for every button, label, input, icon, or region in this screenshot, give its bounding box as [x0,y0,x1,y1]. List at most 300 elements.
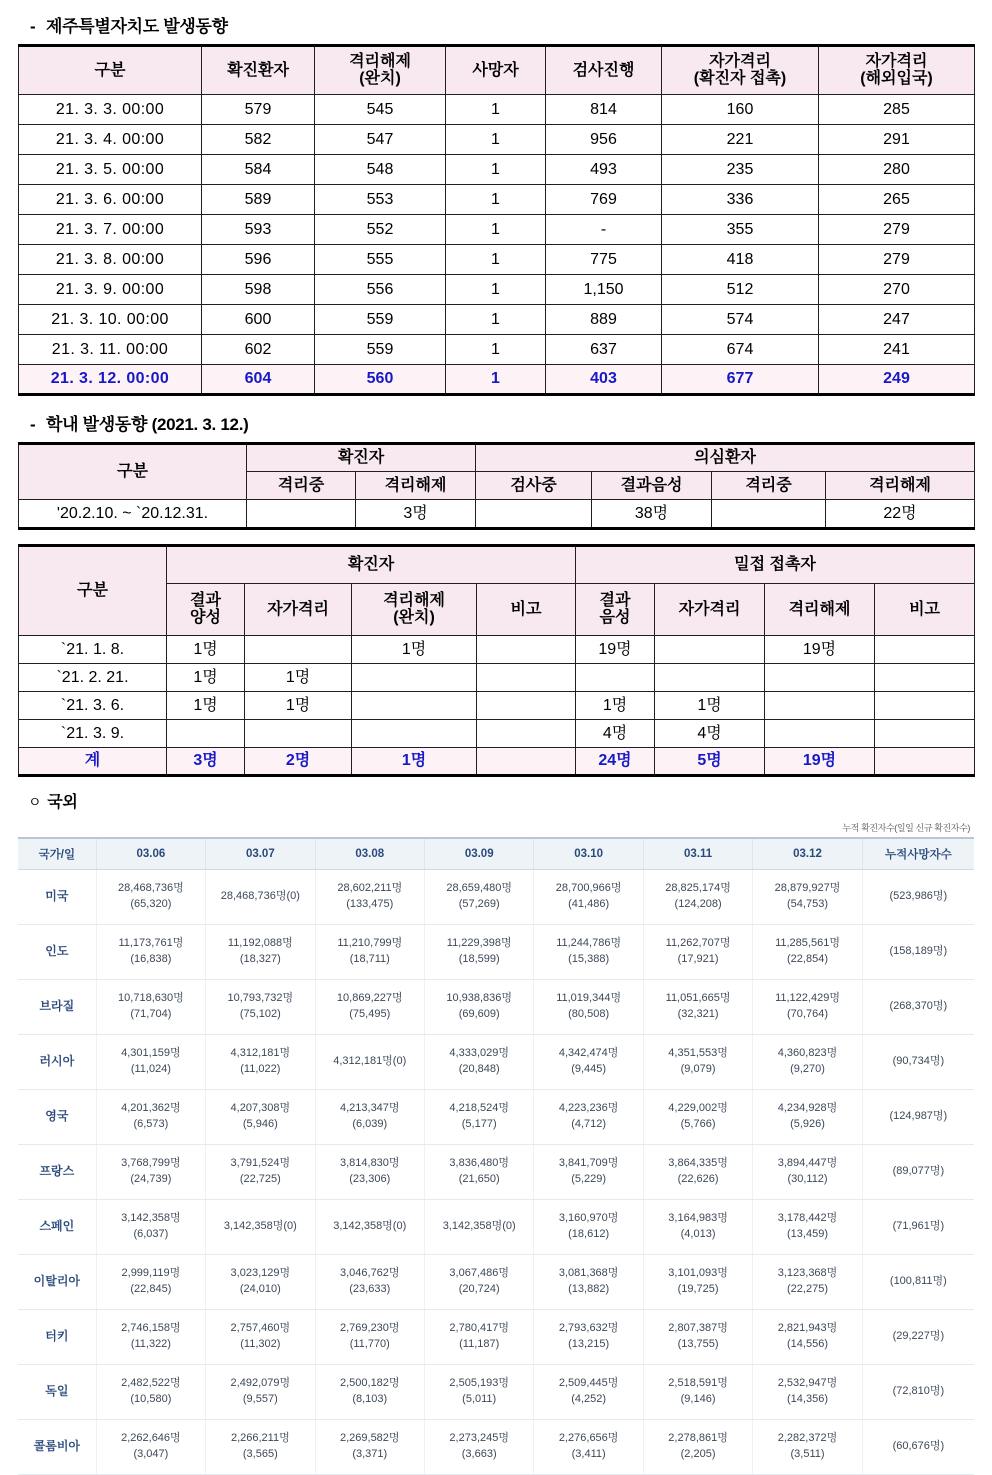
table-row [19,720,975,748]
jeju-row-value: 493 [546,155,662,185]
table-row [19,95,975,125]
overseas-day-cell: 3,142,358명(0) [424,1199,533,1254]
table-row [19,185,975,215]
table-row [18,1254,974,1309]
cases-contacts-table [18,544,975,777]
overseas-header-cell: 03.06 [96,838,205,869]
overseas-header-cell: 03.11 [643,838,752,869]
overseas-day-cell: 28,468,736명(0) [206,869,315,924]
overseas-header-cell: 03.12 [753,838,862,869]
overseas-day-cell: 4,218,524명 (5,177) [424,1089,533,1144]
jeju-row-value: 889 [546,305,662,335]
table-row [19,365,975,395]
jeju-row-value: 291 [819,125,975,155]
cases-row-value: 3명 [167,748,245,776]
school-row-value [476,500,592,529]
jeju-row-value: 637 [546,335,662,365]
cases-row-value: 24명 [576,748,655,776]
overseas-day-cell: 2,278,861명 (2,205) [643,1419,752,1474]
jeju-row-value: 280 [819,155,975,185]
cases-row-value [477,692,576,720]
overseas-day-cell: 3,836,480명 (21,650) [424,1144,533,1199]
jeju-row-value: 160 [662,95,819,125]
table-row [18,1309,974,1364]
table-row [19,155,975,185]
jeju-row-value: 249 [819,365,975,395]
jeju-row-date: 21. 3. 11. 00:00 [19,335,202,365]
jeju-row-value: 1 [446,275,546,305]
jeju-row-value: 279 [819,245,975,275]
cases-row-value: 1명 [352,636,477,664]
jeju-row-value: 560 [315,365,446,395]
jeju-row-value: 221 [662,125,819,155]
overseas-day-cell: 2,793,632명 (13,215) [534,1309,643,1364]
overseas-country-name: 영국 [18,1089,96,1144]
overseas-deaths-cell: (72,810명) [862,1364,974,1419]
table-row [18,1034,974,1089]
overseas-country-name: 스페인 [18,1199,96,1254]
jeju-trend-table [18,44,975,396]
overseas-day-cell: 2,509,445명 (4,252) [534,1364,643,1419]
overseas-day-cell: 2,769,230명 (11,770) [315,1309,424,1364]
bullet-marker: ㅇ [28,794,42,810]
overseas-country-name: 브라질 [18,979,96,1034]
cases-row-value: 1명 [245,664,352,692]
cases-row-value: 1명 [352,748,477,776]
cases-row-value [477,636,576,664]
jeju-table-head [19,46,975,95]
overseas-day-cell: 2,821,943명 (14,556) [753,1309,862,1364]
jeju-row-value: 559 [315,305,446,335]
section-heading-overseas-label: 국외 [47,794,78,811]
overseas-day-cell: 2,276,656명 (3,411) [534,1419,643,1474]
overseas-day-cell: 10,869,227명 (75,495) [315,979,424,1034]
overseas-day-cell: 28,659,480명 (57,269) [424,869,533,924]
cases-sub-header-cell: 격리해제 [765,584,875,636]
overseas-day-cell: 28,602,211명 (133,475) [315,869,424,924]
jeju-row-value: 235 [662,155,819,185]
overseas-day-cell: 2,282,372명 (3,511) [753,1419,862,1474]
cases-row-value [765,692,875,720]
overseas-day-cell: 3,160,970명 (18,612) [534,1199,643,1254]
jeju-row-value: 593 [202,215,315,245]
overseas-day-cell: 2,807,387명 (13,755) [643,1309,752,1364]
cases-row-value: 19명 [765,748,875,776]
overseas-day-cell: 11,210,799명 (18,711) [315,924,424,979]
jeju-row-value: 279 [819,215,975,245]
cases-row-date: 계 [19,748,167,776]
cases-row-value: 19명 [765,636,875,664]
jeju-row-date: 21. 3. 3. 00:00 [19,95,202,125]
cases-th-confirmed: 확진자 [167,546,576,584]
school-th-gubun: 구분 [19,444,247,500]
cases-row-value: 1명 [576,692,655,720]
section-heading-overseas [18,777,974,819]
overseas-deaths-cell: (158,189명) [862,924,974,979]
overseas-day-cell: 3,142,358명(0) [315,1199,424,1254]
overseas-day-cell: 2,500,182명 (8,103) [315,1364,424,1419]
cases-row-value: 1명 [655,692,765,720]
overseas-day-cell: 3,046,762명 (23,633) [315,1254,424,1309]
jeju-row-value: 579 [202,95,315,125]
cases-row-date: `21. 1. 8. [19,636,167,664]
jeju-row-date: 21. 3. 8. 00:00 [19,245,202,275]
overseas-day-cell: 3,081,368명 (13,882) [534,1254,643,1309]
jeju-row-value: 265 [819,185,975,215]
jeju-row-date: 21. 3. 4. 00:00 [19,125,202,155]
cases-row-value [352,664,477,692]
cases-row-value [875,664,975,692]
overseas-table-head [18,838,974,869]
overseas-header-cell: 국가/일 [18,838,96,869]
overseas-day-cell: 11,244,786명 (15,388) [534,924,643,979]
overseas-deaths-cell: (60,676명) [862,1419,974,1474]
table-row [18,1089,974,1144]
overseas-country-name: 러시아 [18,1034,96,1089]
table-row [19,245,975,275]
overseas-deaths-cell: (71,961명) [862,1199,974,1254]
overseas-header-cell: 누적사망자수 [862,838,974,869]
overseas-table [18,837,974,1475]
overseas-day-cell: 4,312,181명 (11,022) [206,1034,315,1089]
table-row [19,636,975,664]
overseas-day-cell: 3,123,368명 (22,275) [753,1254,862,1309]
cases-row-value [352,720,477,748]
jeju-row-value: 556 [315,275,446,305]
table-row [19,692,975,720]
overseas-day-cell: 11,285,561명 (22,854) [753,924,862,979]
overseas-day-cell: 4,312,181명(0) [315,1034,424,1089]
cases-row-value: 5명 [655,748,765,776]
jeju-row-value: 247 [819,305,975,335]
school-row-value: 3명 [356,500,476,529]
overseas-day-cell: 3,067,486명 (20,724) [424,1254,533,1309]
jeju-row-value: 553 [315,185,446,215]
cases-sub-header-cell: 결과 양성 [167,584,245,636]
jeju-row-value: 1 [446,125,546,155]
overseas-day-cell: 2,269,582명 (3,371) [315,1419,424,1474]
table-row [18,1199,974,1254]
table-row [19,215,975,245]
overseas-day-cell: 11,262,707명 (17,921) [643,924,752,979]
table-row [18,1364,974,1419]
overseas-country-name: 독일 [18,1364,96,1419]
jeju-row-value: 602 [202,335,315,365]
school-sub-header-cell: 격리해제 [356,472,476,500]
overseas-day-cell: 2,757,460명 (11,302) [206,1309,315,1364]
overseas-day-cell: 4,201,362명 (6,573) [96,1089,205,1144]
overseas-day-cell: 2,492,079명 (9,557) [206,1364,315,1419]
overseas-day-cell: 3,142,358명(0) [206,1199,315,1254]
jeju-header-cell: 검사진행 [546,46,662,95]
jeju-row-date: 21. 3. 10. 00:00 [19,305,202,335]
jeju-row-value: 769 [546,185,662,215]
jeju-row-date: 21. 3. 7. 00:00 [19,215,202,245]
jeju-row-value: 545 [315,95,446,125]
table-row [18,1144,974,1199]
jeju-row-value: 584 [202,155,315,185]
jeju-row-value: 1 [446,305,546,335]
table-row [19,335,975,365]
cases-row-value [765,720,875,748]
jeju-header-cell: 사망자 [446,46,546,95]
overseas-day-cell: 28,468,736명 (65,320) [96,869,205,924]
jeju-row-value: 552 [315,215,446,245]
overseas-country-name: 인도 [18,924,96,979]
jeju-header-cell: 확진환자 [202,46,315,95]
overseas-day-cell: 11,051,665명 (32,321) [643,979,752,1034]
cases-row-value: 4명 [655,720,765,748]
school-table-body [19,500,975,529]
jeju-row-value: 285 [819,95,975,125]
table-row [19,305,975,335]
overseas-day-cell: 3,023,129명 (24,010) [206,1254,315,1309]
cases-row-value: 4명 [576,720,655,748]
overseas-header-cell: 03.07 [206,838,315,869]
overseas-country-name: 터키 [18,1309,96,1364]
cases-row-value: 2명 [245,748,352,776]
jeju-row-value: 1 [446,185,546,215]
jeju-row-value: 512 [662,275,819,305]
overseas-day-cell: 2,746,158명 (11,322) [96,1309,205,1364]
overseas-day-cell: 3,768,799명 (24,739) [96,1144,205,1199]
jeju-header-cell: 자가격리 (해외입국) [819,46,975,95]
overseas-day-cell: 3,791,524명 (22,725) [206,1144,315,1199]
section-heading-school: - 학내 발생동향 (2021. 3. 12.) [18,398,974,442]
jeju-row-value: 598 [202,275,315,305]
school-table-head [19,444,975,500]
jeju-row-value: 674 [662,335,819,365]
jeju-header-cell: 자가격리 (확진자 접촉) [662,46,819,95]
school-th-suspected: 의심환자 [476,444,975,472]
jeju-row-value: 596 [202,245,315,275]
overseas-table-note: 누적 확진자수(일일 신규 확진자수) [842,823,970,833]
overseas-day-cell: 28,700,966명 (41,486) [534,869,643,924]
jeju-row-value: 355 [662,215,819,245]
cases-row-value [477,720,576,748]
overseas-day-cell: 4,360,823명 (9,270) [753,1034,862,1089]
school-sub-header-cell: 격리해제 [826,472,975,500]
cases-th-contacts: 밀접 접촉자 [576,546,975,584]
jeju-row-value: - [546,215,662,245]
cases-row-value: 19명 [576,636,655,664]
cases-row-value [655,664,765,692]
jeju-row-value: 1 [446,335,546,365]
overseas-day-cell: 11,192,088명 (18,327) [206,924,315,979]
jeju-row-value: 1 [446,215,546,245]
overseas-day-cell: 4,351,553명 (9,079) [643,1034,752,1089]
section-heading-jeju: - 제주특별자치도 발생동향 [18,0,974,44]
school-row-period: '20.2.10. ~ `20.12.31. [19,500,247,529]
cases-table-body [19,636,975,776]
cases-row-value [875,748,975,776]
jeju-row-date: 21. 3. 5. 00:00 [19,155,202,185]
school-row-value [247,500,356,529]
overseas-day-cell: 2,482,522명 (10,580) [96,1364,205,1419]
cases-sub-header-cell: 자가격리 [655,584,765,636]
jeju-row-value: 547 [315,125,446,155]
overseas-day-cell: 3,142,358명 (6,037) [96,1199,205,1254]
cases-row-value: 1명 [245,692,352,720]
cases-row-value [576,664,655,692]
overseas-header-cell: 03.08 [315,838,424,869]
overseas-table-body [18,869,974,1474]
jeju-row-value: 270 [819,275,975,305]
overseas-day-cell: 11,173,761명 (16,838) [96,924,205,979]
overseas-day-cell: 11,229,398명 (18,599) [424,924,533,979]
cases-row-value [765,664,875,692]
overseas-day-cell: 11,019,344명 (80,508) [534,979,643,1034]
school-row-value: 38명 [592,500,712,529]
overseas-country-name: 미국 [18,869,96,924]
cases-group-header-row [19,546,975,584]
table-row [19,500,975,529]
table-row [19,125,975,155]
overseas-day-cell: 3,164,983명 (4,013) [643,1199,752,1254]
jeju-row-date: 21. 3. 6. 00:00 [19,185,202,215]
overseas-day-cell: 2,532,947명 (14,356) [753,1364,862,1419]
school-trend-table [18,442,975,530]
school-sub-header-cell: 검사중 [476,472,592,500]
overseas-day-cell: 4,207,308명 (5,946) [206,1089,315,1144]
overseas-day-cell: 3,814,830명 (23,306) [315,1144,424,1199]
overseas-deaths-cell: (523,986명) [862,869,974,924]
table-row [19,275,975,305]
jeju-row-value: 604 [202,365,315,395]
cases-row-date: `21. 2. 21. [19,664,167,692]
cases-row-value [245,720,352,748]
school-sub-header-cell: 격리중 [247,472,356,500]
cases-row-value [875,636,975,664]
school-sub-header-cell: 결과음성 [592,472,712,500]
cases-row-value [655,636,765,664]
overseas-day-cell: 3,178,442명 (13,459) [753,1199,862,1254]
cases-row-value [477,748,576,776]
cases-sub-header-cell: 격리해제 (완치) [352,584,477,636]
jeju-table-body [19,95,975,395]
overseas-day-cell: 4,342,474명 (9,445) [534,1034,643,1089]
overseas-day-cell: 28,825,174명 (124,208) [643,869,752,924]
jeju-header-cell: 격리해제 (완치) [315,46,446,95]
table-row [18,924,974,979]
cases-row-value [477,664,576,692]
cases-table-head [19,546,975,636]
cases-row-date: `21. 3. 9. [19,720,167,748]
overseas-day-cell: 4,333,029명 (20,848) [424,1034,533,1089]
overseas-deaths-cell: (29,227명) [862,1309,974,1364]
table-row [18,1419,974,1474]
overseas-day-cell: 4,229,002명 (5,766) [643,1089,752,1144]
jeju-row-value: 548 [315,155,446,185]
jeju-row-value: 403 [546,365,662,395]
cases-row-date: `21. 3. 6. [19,692,167,720]
overseas-day-cell: 10,793,732명 (75,102) [206,979,315,1034]
table-row [18,869,974,924]
cases-sub-header-cell: 비고 [477,584,576,636]
overseas-day-cell: 28,879,927명 (54,753) [753,869,862,924]
overseas-day-cell: 2,999,119명 (22,845) [96,1254,205,1309]
overseas-day-cell: 4,223,236명 (4,712) [534,1089,643,1144]
cases-sub-header-cell: 비고 [875,584,975,636]
school-group-header-row [19,444,975,472]
cases-row-value: 1명 [167,664,245,692]
overseas-day-cell: 3,841,709명 (5,229) [534,1144,643,1199]
cases-row-value: 1명 [167,636,245,664]
cases-row-value: 1명 [167,692,245,720]
cases-sub-header-cell: 결과 음성 [576,584,655,636]
overseas-day-cell: 10,718,630명 (71,704) [96,979,205,1034]
table-row [19,748,975,776]
overseas-day-cell: 3,894,447명 (30,112) [753,1144,862,1199]
overseas-day-cell: 4,213,347명 (6,039) [315,1089,424,1144]
jeju-row-date: 21. 3. 12. 00:00 [19,365,202,395]
jeju-header-row [19,46,975,95]
overseas-day-cell: 3,864,335명 (22,626) [643,1144,752,1199]
jeju-row-value: 589 [202,185,315,215]
jeju-row-value: 775 [546,245,662,275]
school-row-value [712,500,826,529]
school-row-value: 22명 [826,500,975,529]
jeju-row-value: 1 [446,95,546,125]
jeju-row-value: 574 [662,305,819,335]
overseas-day-cell: 10,938,836명 (69,609) [424,979,533,1034]
jeju-row-value: 677 [662,365,819,395]
school-sub-header-cell: 격리중 [712,472,826,500]
jeju-row-value: 1,150 [546,275,662,305]
jeju-row-value: 814 [546,95,662,125]
jeju-row-value: 418 [662,245,819,275]
jeju-row-value: 956 [546,125,662,155]
overseas-header-cell: 03.09 [424,838,533,869]
overseas-deaths-cell: (124,987명) [862,1089,974,1144]
jeju-row-value: 600 [202,305,315,335]
overseas-country-name: 이탈리아 [18,1254,96,1309]
jeju-row-value: 336 [662,185,819,215]
overseas-day-cell: 2,518,591명 (9,146) [643,1364,752,1419]
overseas-deaths-cell: (268,370명) [862,979,974,1034]
overseas-header-row [18,838,974,869]
overseas-deaths-cell: (100,811명) [862,1254,974,1309]
jeju-row-value: 1 [446,245,546,275]
cases-th-gubun: 구분 [19,546,167,636]
spacer-cases [18,530,974,544]
overseas-day-cell: 4,301,159명 (11,024) [96,1034,205,1089]
overseas-country-name: 콜롬비아 [18,1419,96,1474]
cases-row-value [167,720,245,748]
jeju-row-value: 1 [446,155,546,185]
overseas-day-cell: 2,505,193명 (5,011) [424,1364,533,1419]
overseas-deaths-cell: (90,734명) [862,1034,974,1089]
table-row [18,979,974,1034]
overseas-day-cell: 2,780,417명 (11,187) [424,1309,533,1364]
overseas-header-cell: 03.10 [534,838,643,869]
overseas-day-cell: 11,122,429명 (70,764) [753,979,862,1034]
cases-row-value [245,636,352,664]
cases-sub-header-cell: 자가격리 [245,584,352,636]
cases-row-value [352,692,477,720]
cases-row-value [875,692,975,720]
overseas-day-cell: 2,273,245명 (3,663) [424,1419,533,1474]
school-th-confirmed: 확진자 [247,444,476,472]
jeju-header-cell: 구분 [19,46,202,95]
overseas-day-cell: 4,234,928명 (5,926) [753,1089,862,1144]
jeju-row-value: 241 [819,335,975,365]
table-row [19,664,975,692]
overseas-day-cell: 2,262,646명 (3,047) [96,1419,205,1474]
jeju-row-value: 1 [446,365,546,395]
cases-row-value [875,720,975,748]
jeju-row-value: 559 [315,335,446,365]
